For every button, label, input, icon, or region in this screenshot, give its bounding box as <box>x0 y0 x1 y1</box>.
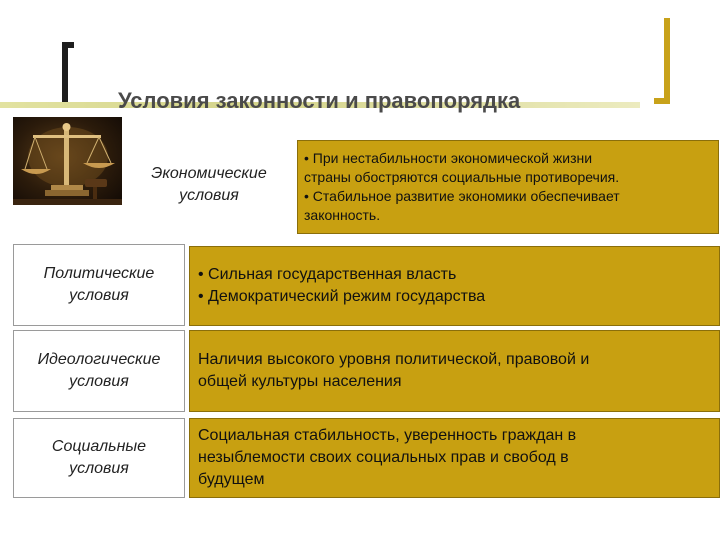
slide-title: Условия законности и правопорядка <box>118 88 521 113</box>
label-social-line1: Социальные <box>51 438 147 455</box>
right-bracket-decoration <box>664 18 670 104</box>
label-economic-line2: условия <box>179 187 239 204</box>
content-line: Социальная стабильность, уверенность граждан в <box>198 427 577 444</box>
content-line: незыблемости своих социальных прав и свобод в <box>198 449 569 466</box>
label-social-line2: условия <box>69 460 129 477</box>
content-line: • Демократический режим государства <box>198 288 486 305</box>
left-bracket-top-decoration <box>62 42 74 48</box>
label-political-line1: Политические <box>43 265 155 282</box>
content-line: страны обостряются социальные противоречия. <box>304 169 620 185</box>
label-social-conditions <box>13 418 185 498</box>
content-line: законность. <box>304 207 381 223</box>
scales-of-justice-icon <box>13 117 122 205</box>
label-ideological-line2: условия <box>69 373 129 390</box>
label-ideological-conditions <box>13 330 185 412</box>
left-bracket-decoration <box>62 42 68 104</box>
right-bracket-bottom-decoration <box>654 98 670 104</box>
content-political-conditions <box>189 246 720 326</box>
content-line: общей культуры населения <box>198 373 402 390</box>
content-economic-conditions <box>297 140 719 234</box>
label-economic-line1: Экономические <box>151 165 267 182</box>
content-line: • При нестабильности экономической жизни <box>304 150 593 166</box>
label-economic-conditions <box>128 152 290 218</box>
label-political-conditions <box>13 244 185 326</box>
label-ideological-line1: Идеологические <box>37 351 161 368</box>
content-line: • Стабильное развитие экономики обеспечивает <box>304 188 620 204</box>
content-ideological-conditions <box>189 330 720 412</box>
content-line: Наличия высокого уровня политической, правовой и <box>198 351 590 368</box>
content-line: будущем <box>198 471 265 488</box>
label-political-line2: условия <box>69 287 129 304</box>
content-line: • Сильная государственная власть <box>198 266 457 283</box>
content-social-conditions <box>189 418 720 498</box>
